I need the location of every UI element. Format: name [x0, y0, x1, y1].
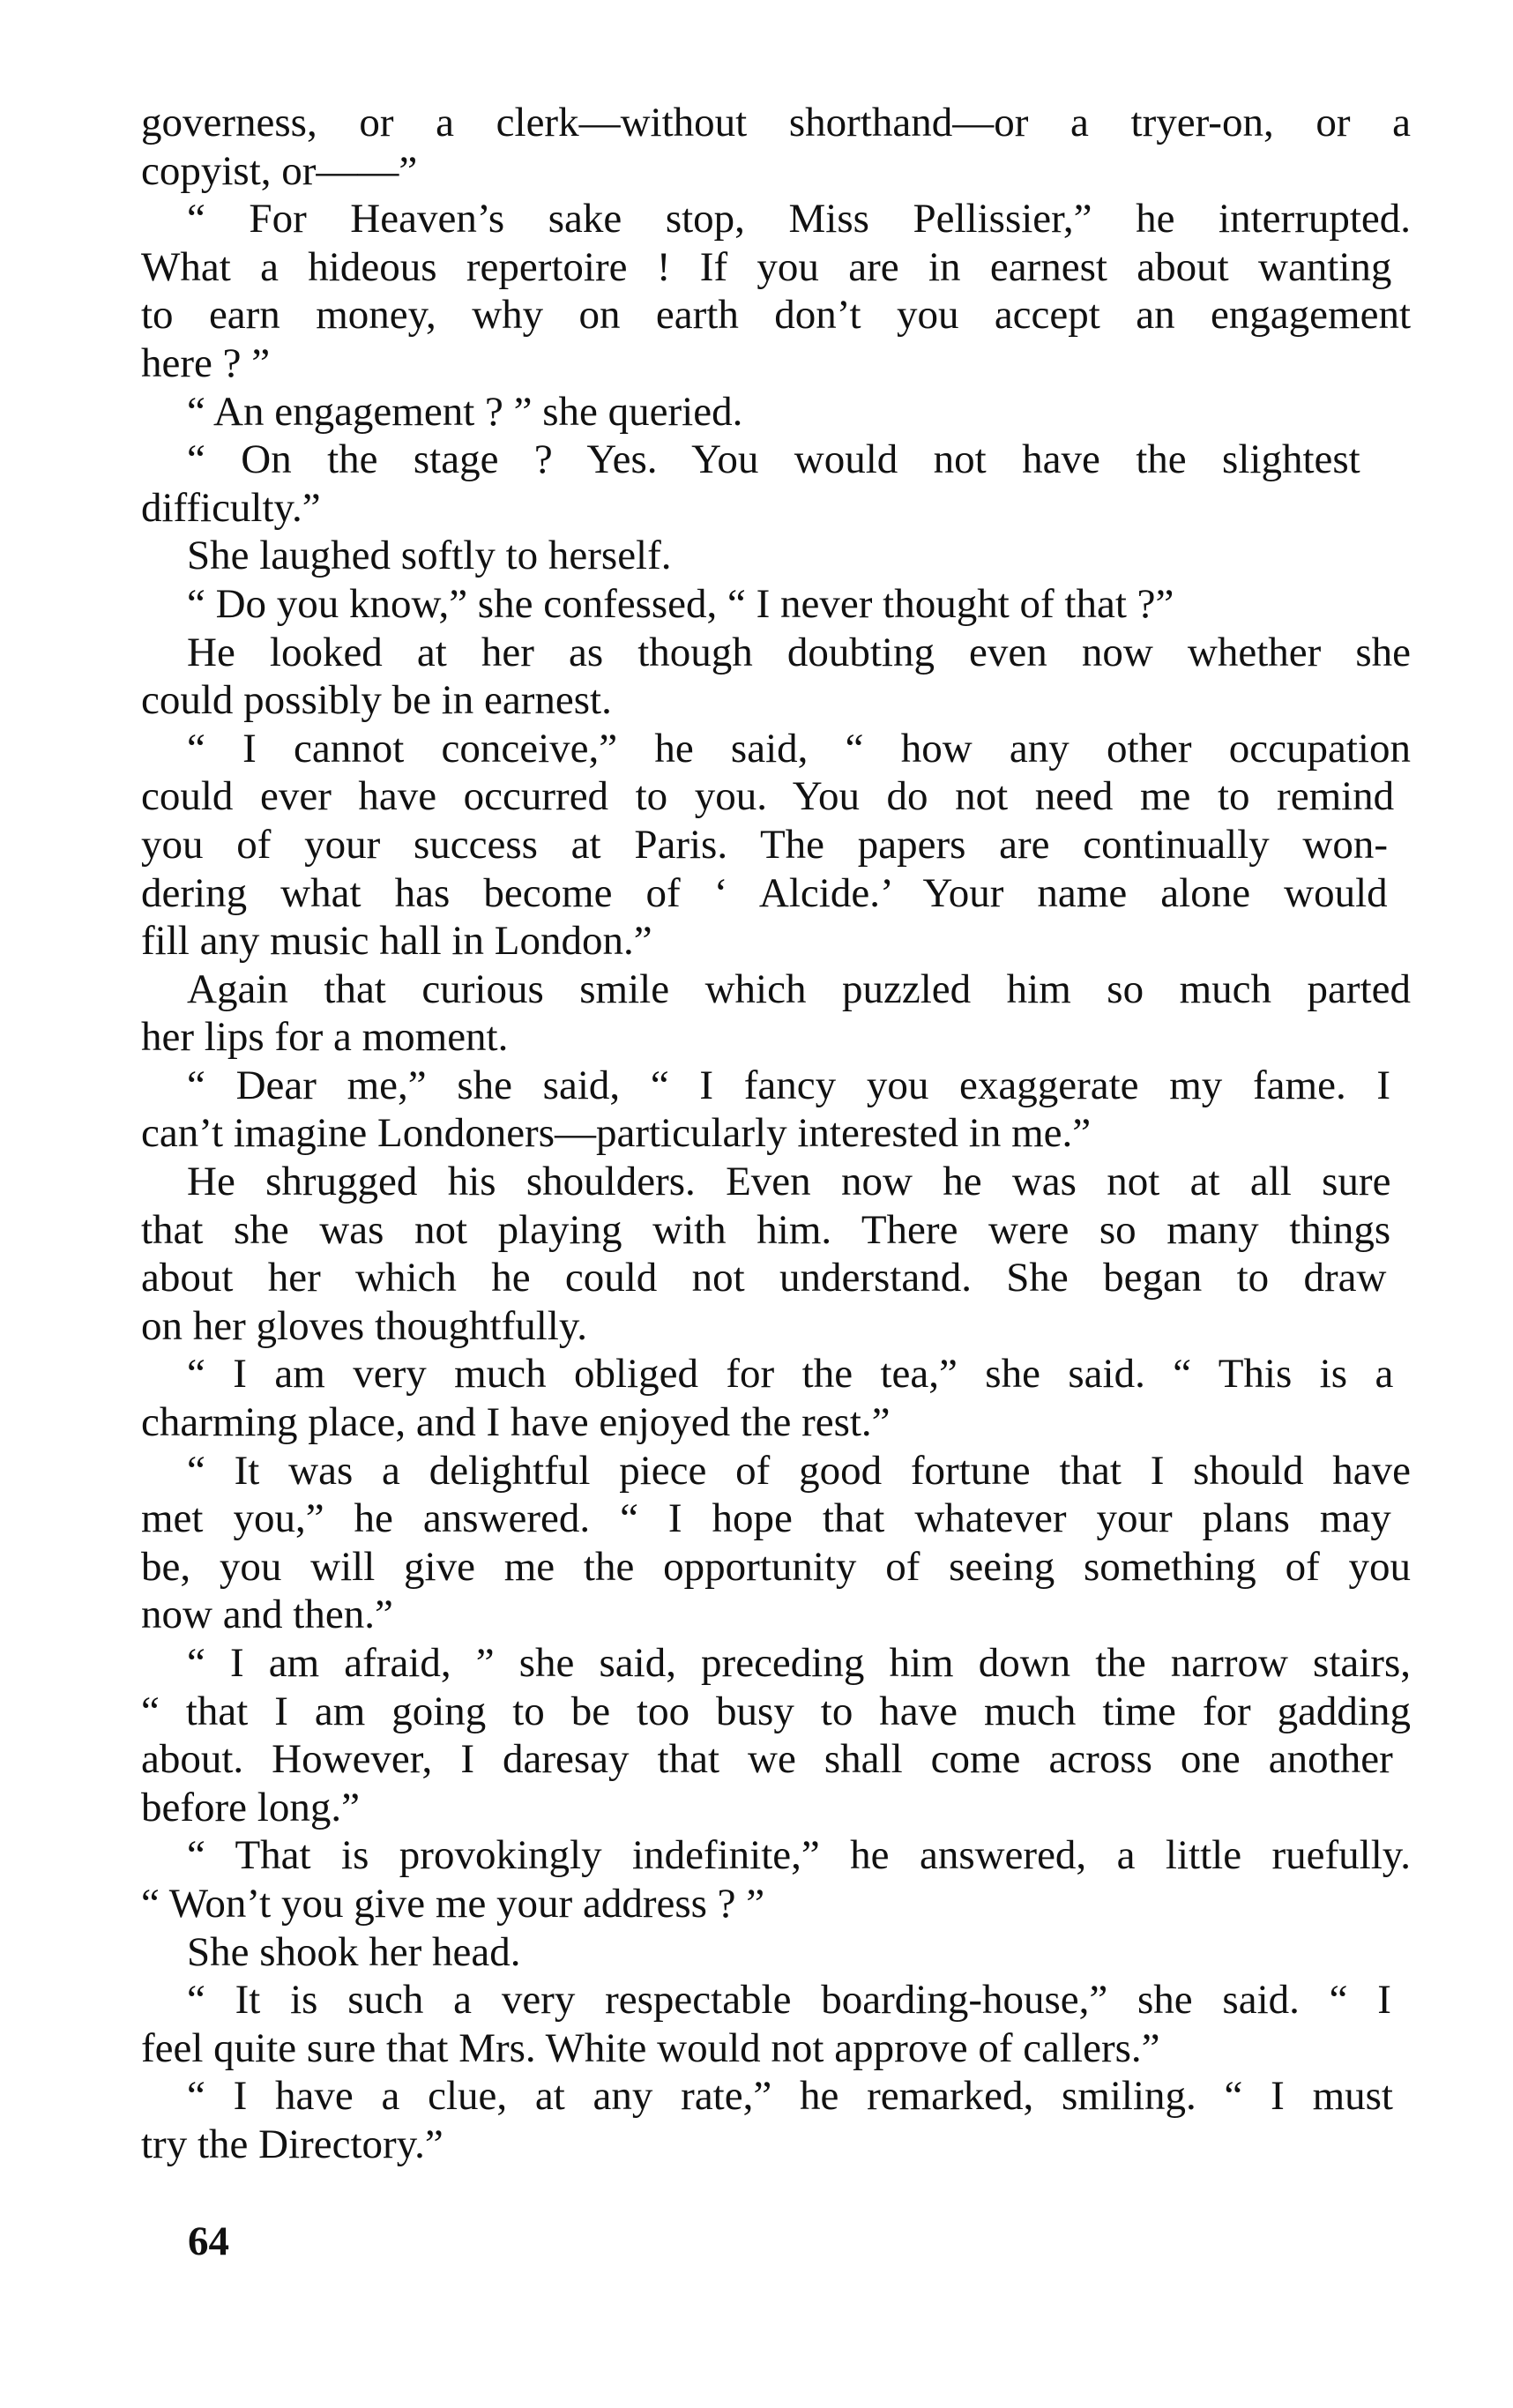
text-line: “ Dear me,” she said, “ I fancy you exaggerate my fame. I: [187, 1062, 1391, 1108]
text-line: before long.”: [141, 1784, 360, 1830]
text-line: “ Do you know,” she confessed, “ I never thought of that ?”: [187, 580, 1174, 627]
text-line: met you,” he answered. “ I hope that whatever your plans may: [141, 1495, 1391, 1542]
text-line: “ On the stage ? Yes. You would not have the slightest: [187, 436, 1360, 483]
text-line: “ I am very much obliged for the tea,” she said. “ This is a: [187, 1351, 1394, 1398]
page-number: 64: [188, 2218, 229, 2264]
text-line: feel quite sure that Mrs. White would not approve of callers.”: [141, 2024, 1160, 2071]
text-line: could ever have occurred to you. You do not need me to remind: [141, 773, 1395, 820]
text-line: “ It was a delightful piece of good fortune that I should have: [187, 1447, 1411, 1494]
text-line: you of your success at Paris. The papers are continually won-: [141, 821, 1389, 868]
text-line: “ I cannot conceive,” he said, “ how any other occupation: [187, 725, 1411, 772]
text-line: He shrugged his shoulders. Even now he was not at all sure: [187, 1159, 1391, 1205]
text-line: “ It is such a very respectable boarding-house,” she said. “ I: [187, 1977, 1391, 2024]
text-line: “ that I am going to be too busy to have much time for gadding: [141, 1688, 1411, 1734]
text-line: Again that curious smile which puzzled him so much parted: [187, 965, 1411, 1012]
text-line: try the Directory.”: [141, 2121, 443, 2167]
text-line: “ For Heaven’s sake stop, Miss Pellissier,” he interrupted.: [187, 196, 1411, 242]
text-line: difficulty.”: [141, 484, 321, 531]
text-line: “ That is provokingly indefinite,” he answered, a little ruefully.: [187, 1832, 1411, 1879]
text-line: She shook her head.: [187, 1928, 521, 1975]
text-line: dering what has become of ‘ Alcide.’ Your name alone would: [141, 869, 1388, 916]
text-line: about. However, I daresay that we shall come across one another: [141, 1736, 1393, 1783]
text-line: fill any music hall in London.”: [141, 918, 652, 965]
text-block: [141, 99, 1411, 2169]
text-line: that she was not playing with him. There were so many things: [141, 1206, 1391, 1253]
text-line: on her gloves thoughtfully.: [141, 1302, 588, 1349]
text-line: governess, or a clerk—without shorthand—or a tryer-on, or a: [141, 100, 1411, 145]
text-line: She laughed softly to herself.: [187, 533, 672, 579]
text-line: to earn money, why on earth don’t you accept an engagement: [141, 292, 1412, 339]
text-line: could possibly be in earnest.: [141, 677, 612, 724]
text-line: “ Won’t you give me your address ? ”: [141, 1880, 765, 1927]
text-line: copyist, or——”: [141, 147, 418, 194]
text-line: be, you will give me the opportunity of seeing something of you: [141, 1543, 1411, 1590]
text-line: can’t imagine Londoners—particularly interested in me.”: [141, 1110, 1092, 1157]
text-line: He looked at her as though doubting even now whether she: [187, 629, 1411, 675]
text-line: her lips for a moment.: [141, 1014, 509, 1061]
text-line: “ An engagement ? ” she queried.: [187, 388, 743, 435]
text-line: charming place, and I have enjoyed the rest.”: [141, 1399, 891, 1446]
text-line: about her which he could not understand. She began to draw: [141, 1255, 1387, 1301]
text-line: “ I am afraid, ” she said, preceding him down the narrow stairs,: [187, 1640, 1411, 1686]
text-line: What a hideous repertoire ! If you are in earnest about wanting: [141, 243, 1392, 290]
text-line: here ? ”: [141, 339, 271, 386]
text-line: “ I have a clue, at any rate,” he remarked, smiling. “ I must: [187, 2073, 1393, 2120]
text-line: now and then.”: [141, 1592, 393, 1638]
